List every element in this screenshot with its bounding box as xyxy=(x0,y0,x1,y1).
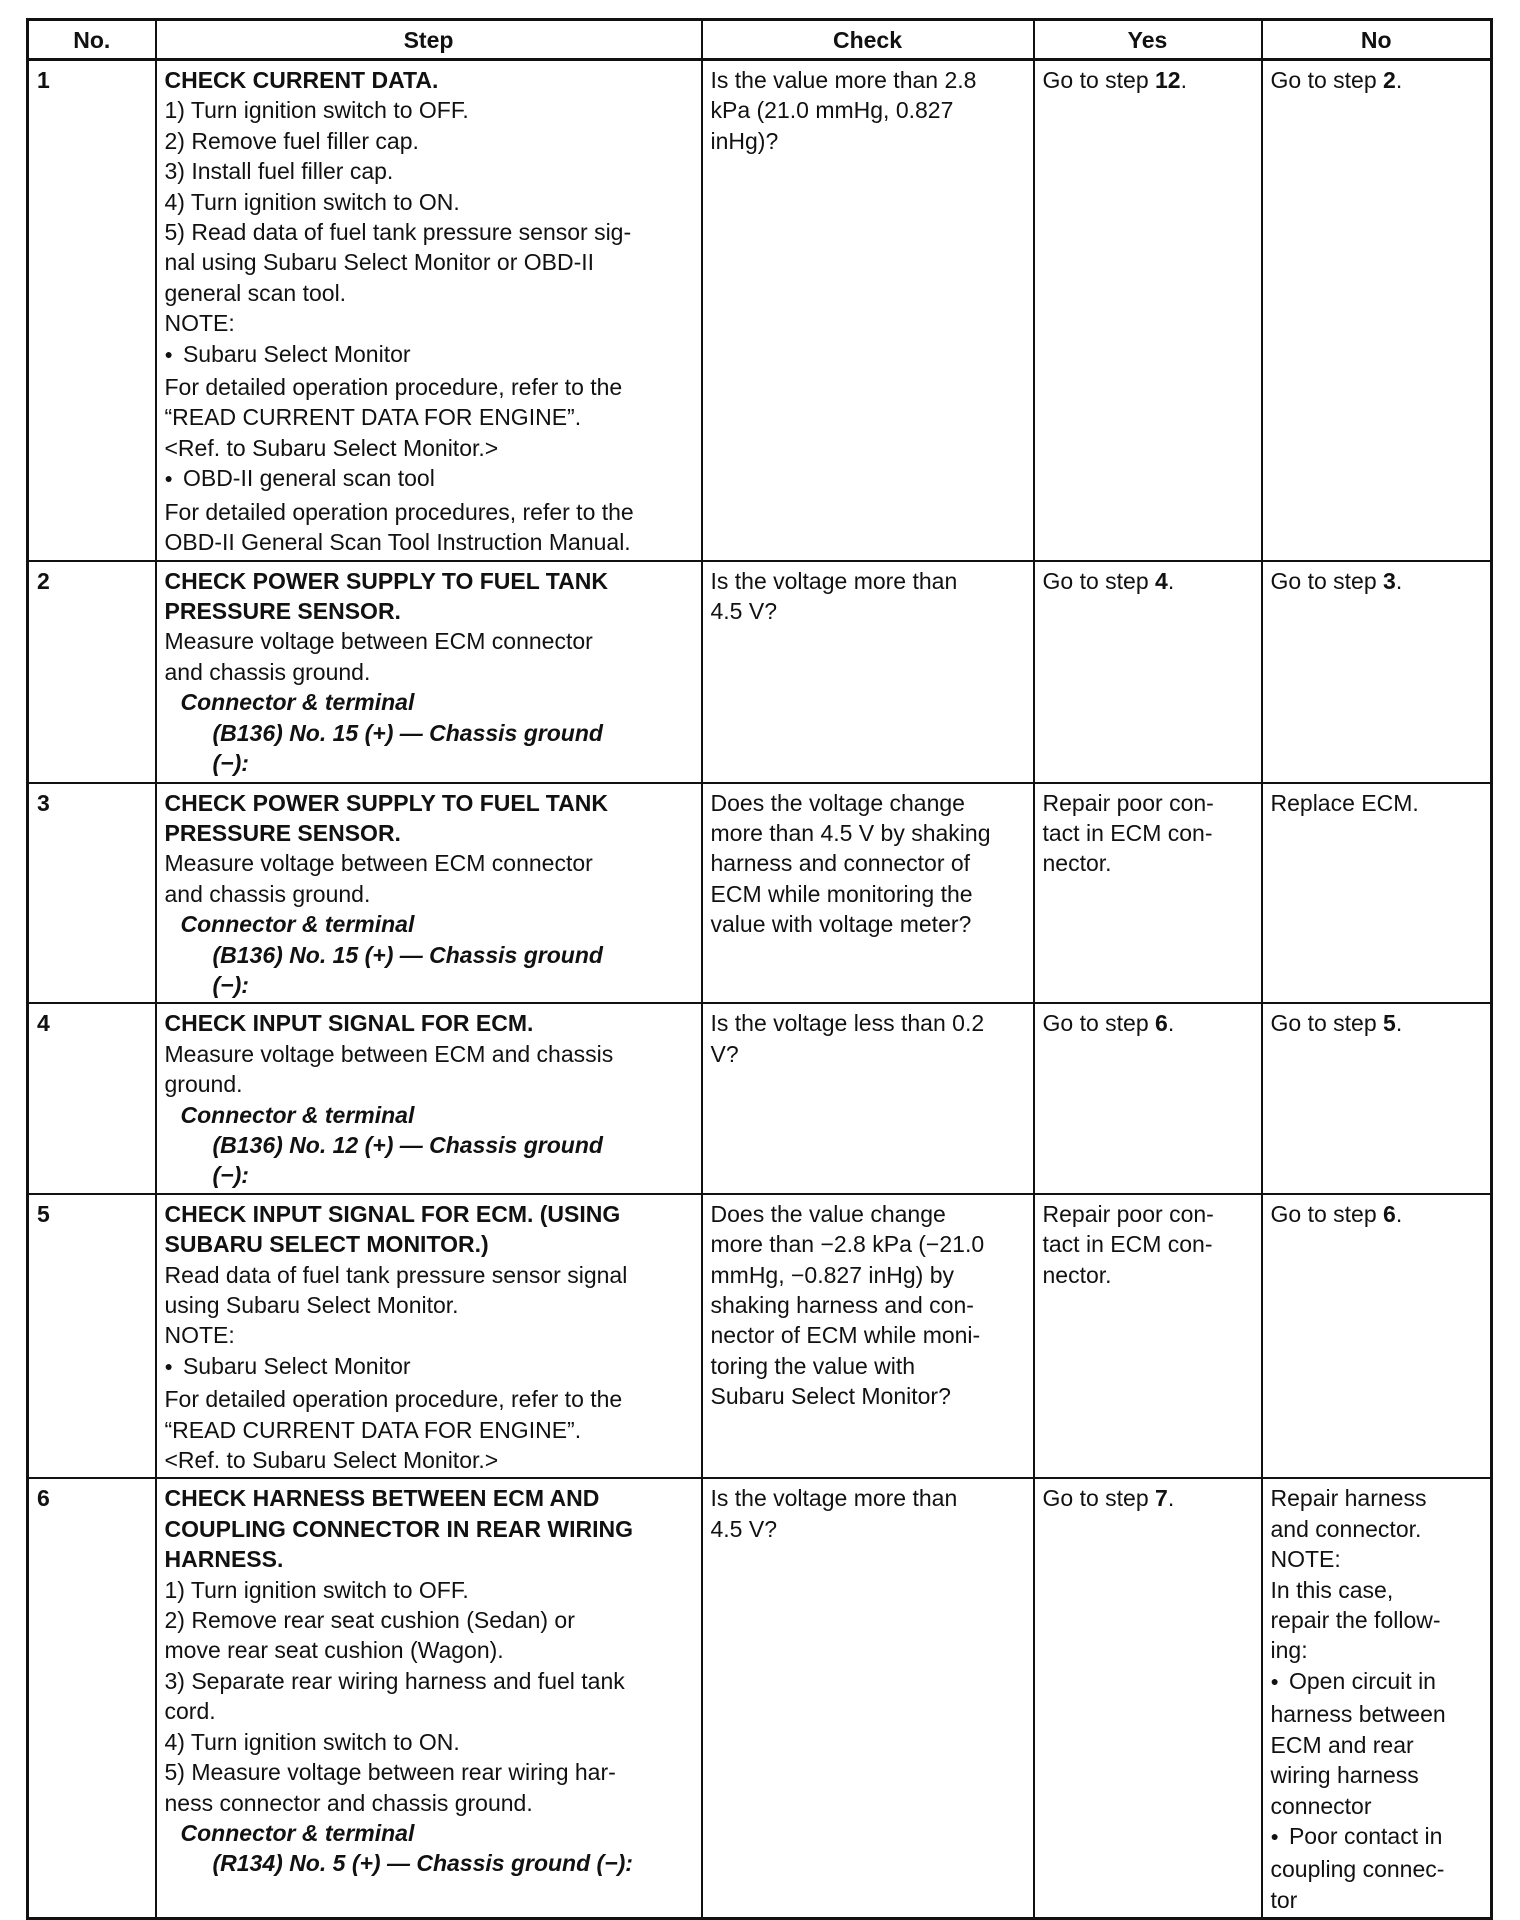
yes-cell xyxy=(1034,60,1262,561)
table-row xyxy=(28,60,1492,561)
step-number: 1 xyxy=(28,60,156,561)
yes-line: Repair poor con- xyxy=(1042,1200,1214,1227)
no-line: repair the follow- xyxy=(1270,1607,1441,1634)
yes-step-ref: 6 xyxy=(1155,1010,1168,1037)
check-line: Is the voltage less than 0.2 xyxy=(710,1010,985,1037)
yes-line: tact in ECM con- xyxy=(1042,1231,1213,1258)
no-line: tor xyxy=(1270,1886,1298,1913)
step-title: CHECK CURRENT DATA. xyxy=(164,67,439,93)
step-line: For detailed operation procedure, refer to the xyxy=(164,374,623,401)
no-line: ECM and rear xyxy=(1270,1731,1414,1758)
no-line: Repair harness xyxy=(1270,1485,1427,1512)
step-title: CHECK POWER SUPPLY TO FUEL TANK xyxy=(164,789,608,816)
column-header-check: Check xyxy=(702,20,1034,60)
check-line: Does the value change xyxy=(710,1200,946,1227)
step-line: 2) Remove fuel filler cap. xyxy=(164,127,419,154)
step-title: CHECK POWER SUPPLY TO FUEL TANK xyxy=(164,567,608,594)
connector-terminal-label: Connector & terminal xyxy=(180,1101,415,1128)
step-line: cord. xyxy=(164,1698,216,1725)
check-line: Subaru Select Monitor? xyxy=(710,1383,951,1410)
diagnostic-procedure-page xyxy=(26,18,1490,1913)
no-line: ing: xyxy=(1270,1637,1308,1664)
no-step-ref: 2 xyxy=(1383,67,1396,93)
check-line: inHg)? xyxy=(710,127,779,154)
no-step-ref: 6 xyxy=(1383,1200,1396,1227)
no-cell xyxy=(1262,561,1492,783)
check-line: nector of ECM while moni- xyxy=(710,1322,981,1349)
bullet-item: ● OBD-II general scan tool xyxy=(165,463,693,496)
check-line: ECM while monitoring the xyxy=(710,880,973,907)
step-line: <Ref. to Subaru Select Monitor.> xyxy=(164,434,499,461)
step-number: 4 xyxy=(28,1003,156,1193)
column-header-step: Step xyxy=(156,20,702,60)
check-cell xyxy=(702,1478,1034,1918)
yes-suffix: . xyxy=(1167,567,1175,594)
yes-step-ref: 4 xyxy=(1155,567,1168,594)
no-line: connector xyxy=(1270,1792,1372,1819)
no-text: Go to step xyxy=(1270,1200,1384,1227)
yes-suffix: . xyxy=(1180,67,1187,93)
check-line: Does the voltage change xyxy=(710,789,965,816)
step-line: 1) Turn ignition switch to OFF. xyxy=(164,1576,469,1603)
connector-terminal-label: Connector & terminal xyxy=(180,1819,415,1846)
column-header-yes: Yes xyxy=(1034,20,1262,60)
column-header-no-result: No xyxy=(1262,20,1492,60)
yes-line: nector. xyxy=(1042,850,1112,877)
step-line: 3) Install fuel filler cap. xyxy=(164,158,394,185)
check-line: harness and connector of xyxy=(710,850,971,877)
check-line: value with voltage meter? xyxy=(710,911,972,938)
check-line: Is the voltage more than xyxy=(710,567,958,594)
step-title: COUPLING CONNECTOR IN REAR WIRING xyxy=(164,1515,634,1542)
yes-cell xyxy=(1034,561,1262,783)
no-line: and connector. xyxy=(1270,1515,1422,1542)
step-number: 3 xyxy=(28,783,156,1004)
check-line: mmHg, −0.827 inHg) by xyxy=(710,1261,955,1288)
step-line: nal using Subaru Select Monitor or OBD-II xyxy=(164,249,595,276)
step-title: CHECK HARNESS BETWEEN ECM AND xyxy=(164,1485,600,1512)
check-cell xyxy=(702,561,1034,783)
step-line: OBD-II General Scan Tool Instruction Manual. xyxy=(164,529,631,556)
step-title: CHECK INPUT SIGNAL FOR ECM. (USING xyxy=(164,1200,621,1227)
step-number: 2 xyxy=(28,561,156,783)
connector-terminal-spec: (B136) No. 12 (+) — Chassis ground xyxy=(212,1131,603,1158)
step-title: PRESSURE SENSOR. xyxy=(164,819,401,846)
check-line: toring the value with xyxy=(710,1352,916,1379)
no-cell xyxy=(1262,1194,1492,1479)
step-line: Measure voltage between ECM and chassis xyxy=(164,1040,614,1067)
column-header-no: No. xyxy=(28,20,156,60)
no-cell xyxy=(1262,1003,1492,1193)
step-line: and chassis ground. xyxy=(164,880,371,907)
yes-cell xyxy=(1034,783,1262,1004)
no-step-ref: 5 xyxy=(1383,1010,1396,1037)
no-line: harness between xyxy=(1270,1701,1446,1728)
no-text: Go to step xyxy=(1270,67,1384,93)
check-cell xyxy=(702,783,1034,1004)
yes-text: Go to step xyxy=(1042,67,1156,93)
check-cell xyxy=(702,1003,1034,1193)
no-line: In this case, xyxy=(1270,1576,1394,1603)
step-cell xyxy=(156,1003,702,1193)
no-suffix: . xyxy=(1395,67,1403,93)
check-line: more than −2.8 kPa (−21.0 xyxy=(710,1231,985,1258)
check-cell xyxy=(702,60,1034,561)
step-cell xyxy=(156,60,702,561)
step-line: Measure voltage between ECM connector xyxy=(164,628,593,655)
yes-cell xyxy=(1034,1194,1262,1479)
step-line: “READ CURRENT DATA FOR ENGINE”. xyxy=(164,404,582,431)
yes-line: nector. xyxy=(1042,1261,1112,1288)
step-title: SUBARU SELECT MONITOR.) xyxy=(164,1231,489,1258)
check-line: Is the value more than 2.8 xyxy=(710,67,977,93)
step-line: “READ CURRENT DATA FOR ENGINE”. xyxy=(164,1416,582,1443)
bullet-item: ● Subaru Select Monitor xyxy=(165,1351,693,1384)
step-title: CHECK INPUT SIGNAL FOR ECM. xyxy=(164,1010,534,1037)
step-number: 6 xyxy=(28,1478,156,1918)
step-cell xyxy=(156,561,702,783)
step-line: 3) Separate rear wiring harness and fuel tank xyxy=(164,1667,625,1694)
check-cell xyxy=(702,1194,1034,1479)
step-number: 5 xyxy=(28,1194,156,1479)
table-row xyxy=(28,1194,1492,1479)
connector-terminal-label: Connector & terminal xyxy=(180,689,415,716)
yes-text: Go to step xyxy=(1042,1010,1156,1037)
note-label: NOTE: xyxy=(164,310,235,337)
step-line: and chassis ground. xyxy=(164,658,371,685)
step-line: move rear seat cushion (Wagon). xyxy=(164,1637,504,1664)
yes-step-ref: 7 xyxy=(1155,1485,1168,1512)
step-line: 4) Turn ignition switch to ON. xyxy=(164,188,460,215)
check-line: Is the voltage more than xyxy=(710,1485,958,1512)
check-line: kPa (21.0 mmHg, 0.827 xyxy=(710,97,954,124)
no-cell xyxy=(1262,1478,1492,1918)
step-line: 2) Remove rear seat cushion (Sedan) or xyxy=(164,1607,575,1634)
connector-terminal-spec: (−): xyxy=(212,1162,249,1189)
bullet-item: ● Subaru Select Monitor xyxy=(165,339,693,372)
no-step-ref: 3 xyxy=(1383,567,1396,594)
bullet-item: ● Poor contact in xyxy=(1271,1821,1483,1854)
table-header-row xyxy=(28,20,1492,60)
yes-text: Go to step xyxy=(1042,567,1156,594)
note-label: NOTE: xyxy=(1270,1546,1341,1573)
table-row xyxy=(28,1478,1492,1918)
step-line: 5) Read data of fuel tank pressure sensor sig- xyxy=(164,219,632,246)
table-row xyxy=(28,1003,1492,1193)
no-text: Replace ECM. xyxy=(1270,789,1419,816)
check-line: shaking harness and con- xyxy=(710,1292,974,1318)
check-line: more than 4.5 V by shaking xyxy=(710,819,991,846)
step-line: <Ref. to Subaru Select Monitor.> xyxy=(164,1447,499,1474)
no-line: coupling connec- xyxy=(1270,1856,1445,1883)
step-title: HARNESS. xyxy=(164,1546,284,1573)
yes-step-ref: 12 xyxy=(1155,67,1181,93)
yes-cell xyxy=(1034,1003,1262,1193)
no-suffix: . xyxy=(1395,1200,1403,1227)
bullet-item: ● Open circuit in xyxy=(1271,1666,1483,1699)
step-title: PRESSURE SENSOR. xyxy=(164,597,401,624)
connector-terminal-label: Connector & terminal xyxy=(180,911,415,938)
yes-line: Repair poor con- xyxy=(1042,789,1214,816)
table-row xyxy=(28,561,1492,783)
no-text: Go to step xyxy=(1270,567,1384,594)
step-line: Read data of fuel tank pressure sensor signal xyxy=(164,1261,628,1288)
connector-terminal-spec: (−): xyxy=(212,971,249,998)
yes-text: Go to step xyxy=(1042,1485,1156,1512)
yes-suffix: . xyxy=(1167,1010,1175,1037)
note-label: NOTE: xyxy=(164,1322,235,1349)
step-cell xyxy=(156,783,702,1004)
step-line: 4) Turn ignition switch to ON. xyxy=(164,1728,460,1755)
step-line: ground. xyxy=(164,1071,243,1098)
check-line: 4.5 V? xyxy=(710,1515,777,1542)
step-line: 1) Turn ignition switch to OFF. xyxy=(164,97,469,124)
step-line: using Subaru Select Monitor. xyxy=(164,1292,459,1318)
table-row xyxy=(28,783,1492,1004)
no-line: wiring harness xyxy=(1270,1762,1419,1789)
step-line: 5) Measure voltage between rear wiring har- xyxy=(164,1759,616,1786)
diagnostic-table xyxy=(26,18,1493,1920)
no-text: Go to step xyxy=(1270,1010,1384,1037)
check-line: V? xyxy=(710,1040,739,1067)
check-line: 4.5 V? xyxy=(710,597,777,624)
connector-terminal-spec: (−): xyxy=(212,749,249,776)
no-cell xyxy=(1262,783,1492,1004)
no-suffix: . xyxy=(1395,1010,1403,1037)
step-line: For detailed operation procedures, refer to the xyxy=(164,498,634,525)
step-line: ness connector and chassis ground. xyxy=(164,1789,533,1816)
yes-suffix: . xyxy=(1167,1485,1175,1512)
step-line: For detailed operation procedure, refer to the xyxy=(164,1386,623,1413)
yes-line: tact in ECM con- xyxy=(1042,819,1213,846)
yes-cell xyxy=(1034,1478,1262,1918)
connector-terminal-spec: (R134) No. 5 (+) — Chassis ground (−): xyxy=(212,1850,633,1877)
no-cell xyxy=(1262,60,1492,561)
step-line: general scan tool. xyxy=(164,279,347,306)
connector-terminal-spec: (B136) No. 15 (+) — Chassis ground xyxy=(212,719,603,746)
step-cell xyxy=(156,1478,702,1918)
step-cell xyxy=(156,1194,702,1479)
step-line: Measure voltage between ECM connector xyxy=(164,850,593,877)
no-suffix: . xyxy=(1395,567,1403,594)
connector-terminal-spec: (B136) No. 15 (+) — Chassis ground xyxy=(212,941,603,968)
